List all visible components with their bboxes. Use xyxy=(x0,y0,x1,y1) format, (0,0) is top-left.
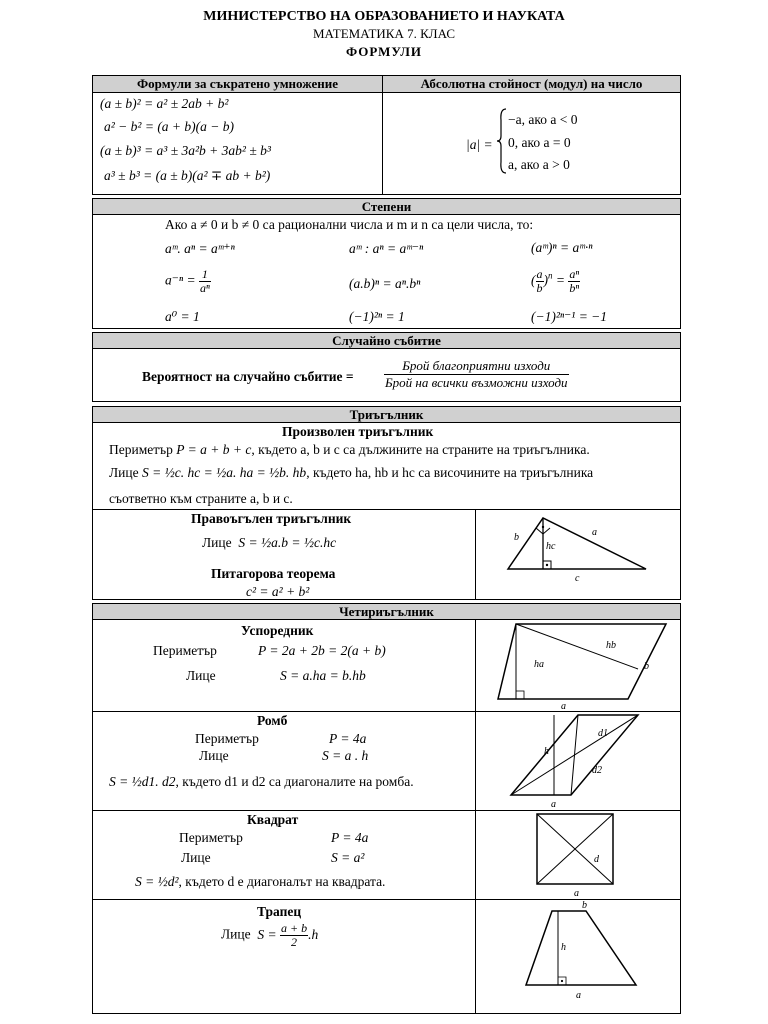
trap-label-b: b xyxy=(582,900,587,911)
triangle-perimeter: Периметър P = a + b + c, където a, b и c са дължините на страните на триъгълника. xyxy=(109,442,590,457)
parallelogram-figure xyxy=(476,620,681,712)
power-product: aᵐ. aⁿ = aᵐ⁺ⁿ xyxy=(165,241,235,256)
rhombus-diagonal-area: S = ½d1. d2, където d1 и d2 са диагоналите на ромба. xyxy=(109,774,414,789)
rhombus-perimeter: P = 4a xyxy=(329,731,367,746)
square-diagonal-area: S = ½d², където d е диагоналът на квадрата. xyxy=(135,874,386,889)
formula-cube: (a ± b)³ = a³ ± 3a²b + 3ab² ± b³ xyxy=(100,143,271,158)
parallelogram-perimeter: P = 2a + 2b = 2(a + b) xyxy=(258,643,386,658)
abs-case-zero: 0, ако a = 0 xyxy=(508,135,571,150)
rhomb-label-d1: d1 xyxy=(598,728,608,739)
short-multiplication-title: Формули за съкратено умножение xyxy=(92,75,383,93)
power-of-power: (aᵐ)ⁿ = aᵐ·ⁿ xyxy=(531,240,593,255)
quadrilateral-title: Четириъгълник xyxy=(92,603,681,620)
parallelogram-area-label: Лице xyxy=(186,668,216,683)
triangle-area-continued: съответно към страните a, b и c. xyxy=(109,491,293,506)
rhomb-label-d2: d2 xyxy=(592,765,602,776)
probability-label: Вероятност на случайно събитие = xyxy=(142,369,354,384)
formula-diff-squares: a² − b² = (a + b)(a − b) xyxy=(104,119,235,134)
formula-sum-cubes: a³ ± b³ = (a ± b)(a² ∓ ab + b²) xyxy=(104,168,271,183)
par-label-a: a xyxy=(561,701,566,712)
rhomb-label-h: h xyxy=(544,746,549,757)
parallelogram-area: S = a.ha = b.hb xyxy=(280,668,366,683)
power-minus-one-odd: (−1)²ⁿ⁻¹ = −1 xyxy=(531,309,608,324)
parallelogram-title: Успоредник xyxy=(241,623,314,638)
fig-label-c: c xyxy=(575,573,580,584)
trapezoid-figure xyxy=(476,899,681,1014)
page-title: ФОРМУЛИ xyxy=(345,44,423,59)
square-perimeter: P = 4a xyxy=(331,830,369,845)
trapezoid-area: Лице S = $\frac{a + b}{2}$ .h xyxy=(221,921,319,949)
powers-condition: Ако a ≠ 0 и b ≠ 0 са рационални числа и m и n са цели числа, то: xyxy=(165,217,534,232)
arbitrary-triangle-title: Произволен триъгълник xyxy=(282,424,434,439)
triangle-area: Лице S = ½c. hc = ½a. ha = ½b. hb, където ha, hb и hc са височините на триъгълника xyxy=(109,465,594,480)
abs-case-negative: −a, ако a < 0 xyxy=(508,112,578,127)
power-of-quotient: ( $\frac{a}{b}$ )$^n$ = $\frac{\text{aⁿ}}{\text{bⁿ}}$ xyxy=(531,267,580,295)
pythagorean-formula: c² = a² + b² xyxy=(246,584,310,599)
square-figure xyxy=(476,810,681,900)
fig-label-a: a xyxy=(592,527,597,538)
sq-label-d: d xyxy=(594,854,599,865)
rhombus-title: Ромб xyxy=(257,713,288,728)
random-event-title: Случайно събитие xyxy=(92,332,681,349)
rhombus-area: S = a . h xyxy=(322,748,369,763)
powers-title: Степени xyxy=(92,198,681,215)
power-negative: a⁻ⁿ = $\frac{1}{\text{aⁿ}}$ xyxy=(165,267,210,295)
power-minus-one-even: (−1)²ⁿ = 1 xyxy=(349,309,405,324)
par-label-b: b xyxy=(644,661,649,672)
par-label-ha: ha xyxy=(534,659,544,670)
par-label-hb: hb xyxy=(606,640,616,651)
right-triangle-area: Лице S = ½a.b = ½c.hc xyxy=(202,535,337,550)
ministry-title: МИНИСТЕРСТВО НА ОБРАЗОВАНИЕТО И НАУКАТА xyxy=(203,9,565,24)
rhombus-area-label: Лице xyxy=(199,748,229,763)
subject-title: МАТЕМАТИКА 7. КЛАС xyxy=(312,26,456,41)
rhomb-label-a: a xyxy=(551,799,556,810)
trap-label-h: h xyxy=(561,942,566,953)
pythagorean-title: Питагорова теорема xyxy=(211,566,336,581)
triangle-title: Триъгълник xyxy=(92,406,681,423)
power-quotient: aᵐ : aⁿ = aᵐ⁻ⁿ xyxy=(349,241,424,256)
brace-icon xyxy=(497,108,507,174)
power-of-product: (a.b)ⁿ = aⁿ.bⁿ xyxy=(349,276,421,291)
power-zero: a⁰ = 1 xyxy=(165,309,200,324)
formula-square: (a ± b)² = a² ± 2ab + b² xyxy=(100,96,229,111)
square-title: Квадрат xyxy=(247,812,299,827)
square-perimeter-label: Периметър xyxy=(179,830,243,845)
abs-case-positive: a, ако a > 0 xyxy=(508,157,570,172)
fig-label-b: b xyxy=(514,532,519,543)
sq-label-a: a xyxy=(574,888,579,899)
trap-label-a: a xyxy=(576,990,581,1001)
square-area: S = a² xyxy=(331,850,365,865)
abs-lhs: |a| = xyxy=(466,137,493,152)
rhombus-perimeter-label: Периметър xyxy=(195,731,259,746)
probability-fraction: $\frac{\text{Брой благоприятни изходи}}{\text{Брой на всички възможни изходи}}$ xyxy=(385,358,568,390)
rhombus-figure xyxy=(476,711,681,811)
right-triangle-title: Правоъгълен триъгълник xyxy=(191,511,352,526)
square-area-label: Лице xyxy=(181,850,211,865)
fig-label-hc: hc xyxy=(546,541,556,552)
parallelogram-perimeter-label: Периметър xyxy=(153,643,217,658)
right-triangle-figure xyxy=(476,510,681,600)
trapezoid-title: Трапец xyxy=(257,904,302,919)
absolute-value-title: Абсолютна стойност (модул) на число xyxy=(382,75,681,93)
